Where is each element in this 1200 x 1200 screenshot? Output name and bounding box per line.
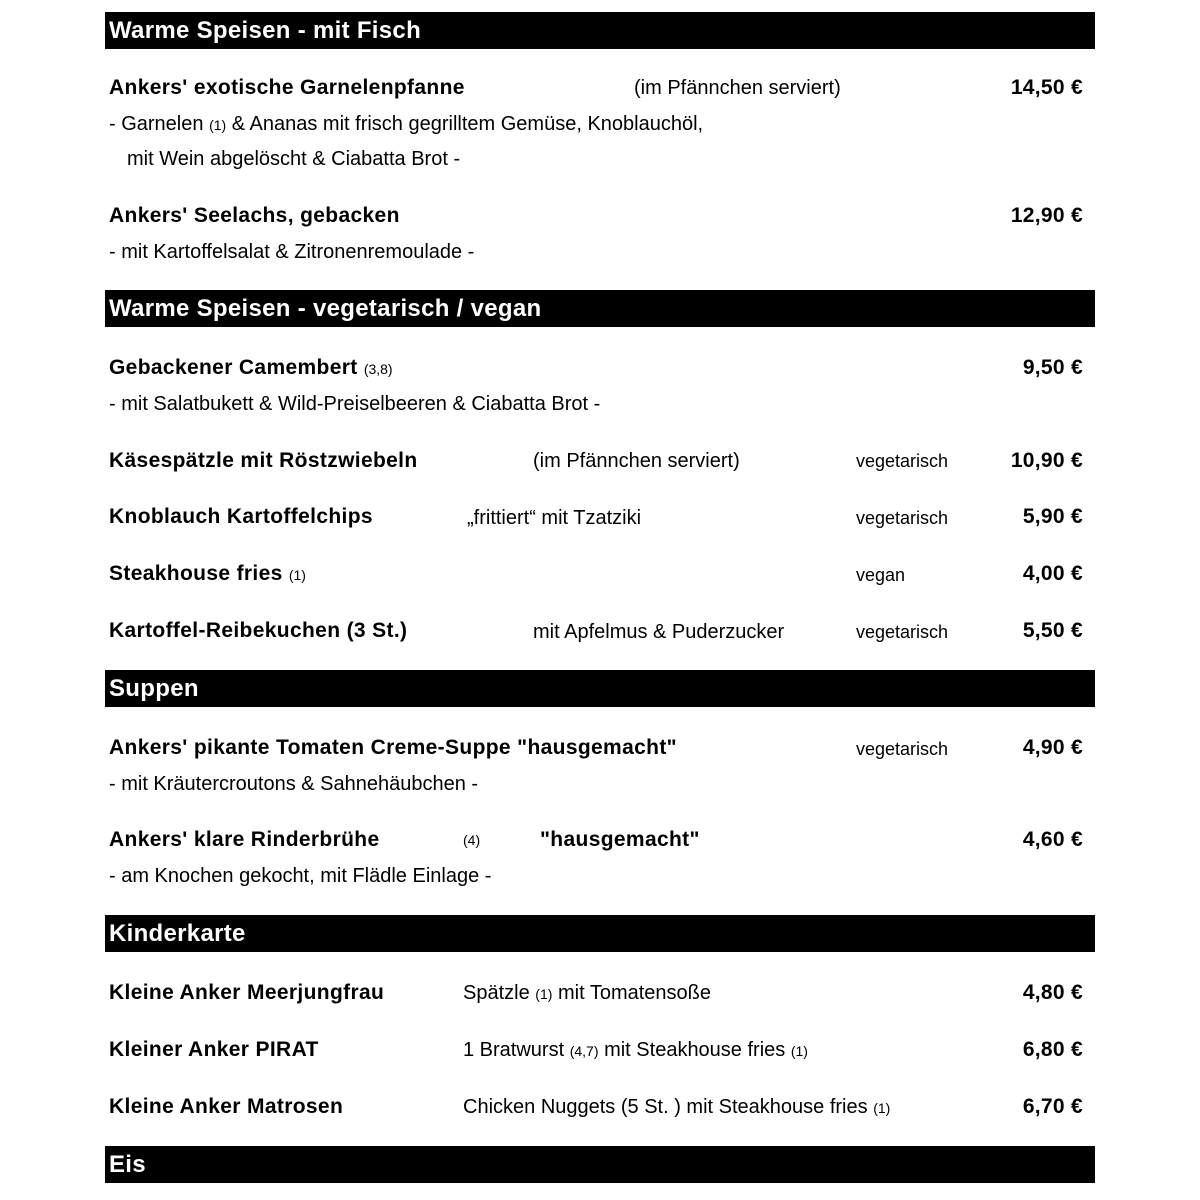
desc-text: & Ananas mit frisch gegrilltem Gemüse, Knoblauchöl, xyxy=(231,113,704,135)
item-price-camembert: 9,50 € xyxy=(1022,356,1083,379)
detail-text: mit Steakhouse fries xyxy=(604,1039,786,1061)
item-price-seelachs: 12,90 € xyxy=(1010,204,1083,227)
section-header-kinderkarte xyxy=(105,915,1095,952)
item-price-garnelenpfanne: 14,50 € xyxy=(1010,76,1083,99)
allergen-note: (1) xyxy=(288,567,306,583)
item-price-kartoffelchips: 5,90 € xyxy=(1022,505,1083,528)
desc-text: - Garnelen xyxy=(109,113,204,135)
item-name-kaesespaetzle: Käsespätzle mit Röstzwiebeln xyxy=(109,449,418,472)
item-detail-rinderbruehe: "hausgemacht" xyxy=(540,828,700,851)
name-text: Gebackener Camembert xyxy=(109,356,358,379)
section-title: Suppen xyxy=(109,675,199,702)
section-title: Eis xyxy=(109,1151,146,1178)
item-price-matrosen: 6,70 € xyxy=(1022,1095,1083,1118)
section-title: Warme Speisen - mit Fisch xyxy=(109,17,422,44)
detail-text: Chicken Nuggets (5 St. ) mit Steakhouse fries xyxy=(463,1096,868,1118)
item-price-rinderbruehe: 4,60 € xyxy=(1022,828,1083,851)
allergen-note: (1) xyxy=(535,986,553,1002)
item-name-pirat: Kleiner Anker PIRAT xyxy=(109,1038,319,1061)
diet-tag-reibekuchen: vegetarisch xyxy=(856,622,949,642)
diet-tag-steakhouse-fries: vegan xyxy=(856,565,906,585)
item-name-matrosen: Kleine Anker Matrosen xyxy=(109,1095,344,1118)
item-description-rinderbruehe: - am Knochen gekocht, mit Flädle Einlage - xyxy=(109,865,492,887)
allergen-note: (1) xyxy=(209,117,227,133)
detail-text: Spätzle xyxy=(463,982,530,1004)
section-header-vegetarisch xyxy=(105,290,1095,327)
diet-tag-kaesespaetzle: vegetarisch xyxy=(856,451,949,471)
item-price-steakhouse-fries: 4,00 € xyxy=(1022,562,1083,585)
item-price-pirat: 6,80 € xyxy=(1022,1038,1083,1061)
item-name-camembert xyxy=(109,357,393,378)
section-header-eis xyxy=(105,1146,1095,1183)
item-detail-reibekuchen: mit Apfelmus & Puderzucker xyxy=(533,621,785,643)
item-price-reibekuchen: 5,50 € xyxy=(1022,619,1083,642)
section-header-fisch xyxy=(105,12,1095,49)
item-price-tomatensuppe: 4,90 € xyxy=(1022,736,1083,759)
allergen-note: (3,8) xyxy=(363,361,393,377)
item-name-reibekuchen: Kartoffel-Reibekuchen (3 St.) xyxy=(109,619,408,642)
allergen-note: (1) xyxy=(873,1100,891,1116)
allergen-note: (1) xyxy=(790,1043,808,1059)
item-description-garnelenpfanne xyxy=(109,114,703,134)
item-name-garnelenpfanne: Ankers' exotische Garnelenpfanne xyxy=(109,76,465,99)
item-description-seelachs: - mit Kartoffelsalat & Zitronenremoulade - xyxy=(109,241,475,263)
item-name-seelachs: Ankers' Seelachs, gebacken xyxy=(109,204,400,227)
diet-tag-tomatensuppe: vegetarisch xyxy=(856,739,949,759)
item-detail-pirat xyxy=(463,1040,808,1060)
item-name-steakhouse-fries xyxy=(109,563,306,584)
item-name-kartoffelchips: Knoblauch Kartoffelchips xyxy=(109,505,373,528)
diet-tag-kartoffelchips: vegetarisch xyxy=(856,508,949,528)
item-price-kaesespaetzle: 10,90 € xyxy=(1010,449,1083,472)
allergen-note-rinderbruehe: (4) xyxy=(463,832,481,848)
item-serving-garnelenpfanne: (im Pfännchen serviert) xyxy=(634,77,841,99)
item-description-tomatensuppe: - mit Kräutercroutons & Sahnehäubchen - xyxy=(109,773,479,795)
allergen-note: (4,7) xyxy=(569,1043,599,1059)
detail-text: 1 Bratwurst xyxy=(463,1039,565,1061)
item-detail-meerjungfrau xyxy=(463,983,711,1003)
item-name-rinderbruehe: Ankers' klare Rinderbrühe xyxy=(109,828,380,851)
item-description-garnelenpfanne-line2: mit Wein abgelöscht & Ciabatta Brot - xyxy=(127,148,461,170)
item-detail-matrosen xyxy=(463,1097,890,1117)
item-detail-kartoffelchips: „frittiert“ mit Tzatziki xyxy=(467,507,642,529)
section-title: Warme Speisen - vegetarisch / vegan xyxy=(109,295,542,322)
item-description-camembert: - mit Salatbukett & Wild-Preiselbeeren & Ciabatta Brot - xyxy=(109,393,601,415)
item-name-meerjungfrau: Kleine Anker Meerjungfrau xyxy=(109,981,385,1004)
detail-text: mit Tomatensoße xyxy=(557,982,711,1004)
section-header-suppen xyxy=(105,670,1095,707)
section-title: Kinderkarte xyxy=(109,920,246,947)
item-name-tomatensuppe: Ankers' pikante Tomaten Creme-Suppe "hausgemacht" xyxy=(109,736,677,759)
item-serving-kaesespaetzle: (im Pfännchen serviert) xyxy=(533,450,740,472)
item-price-meerjungfrau: 4,80 € xyxy=(1022,981,1083,1004)
name-text: Steakhouse fries xyxy=(109,562,283,585)
